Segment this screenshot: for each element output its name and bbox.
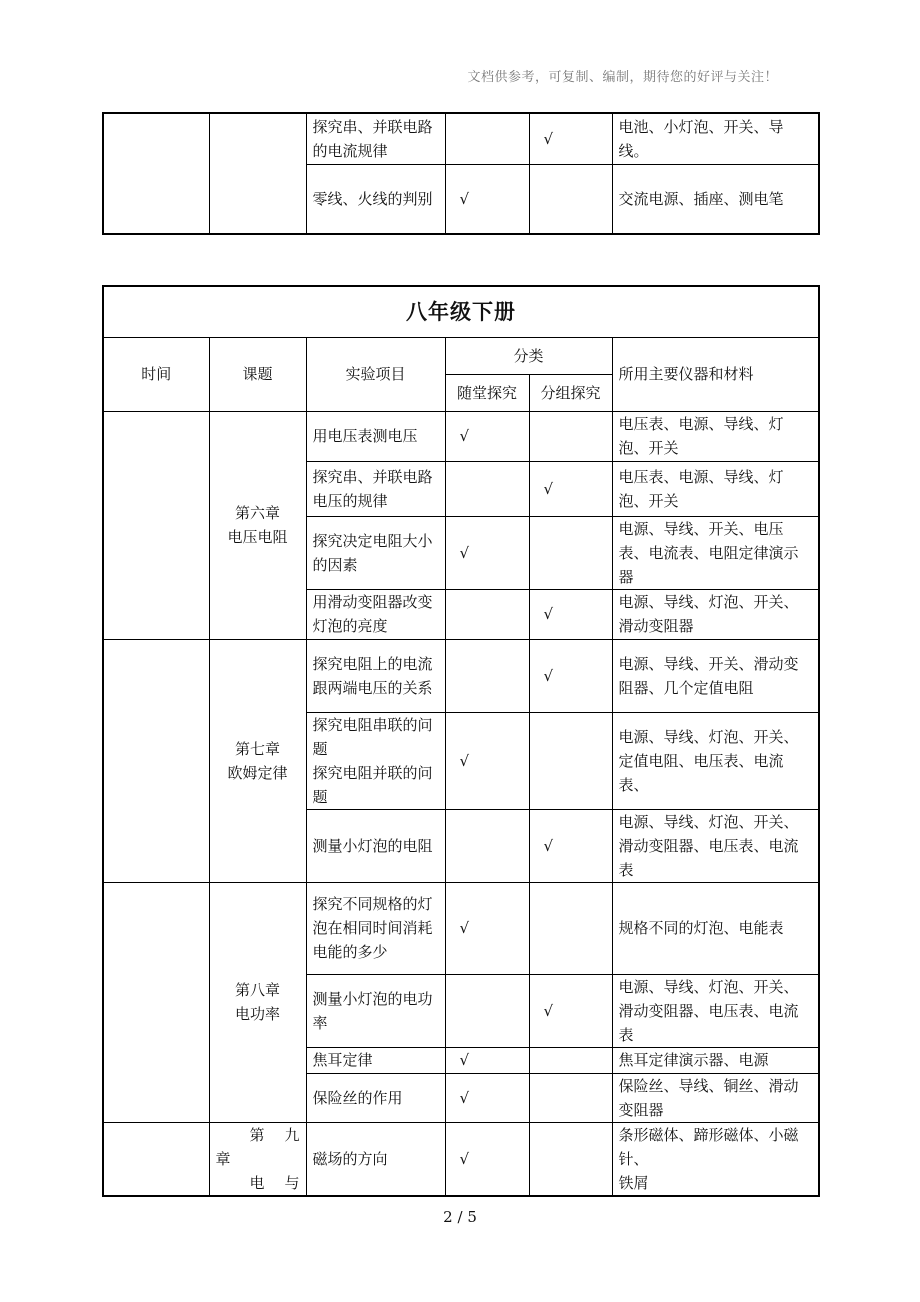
table-row xyxy=(103,411,819,461)
chapter-cell xyxy=(209,882,306,1122)
group-inquiry-mark: √ xyxy=(529,589,612,639)
class-inquiry-mark: √ xyxy=(445,882,529,974)
chapter-title: 电 与 xyxy=(249,1173,300,1192)
page-separator: / xyxy=(457,1208,463,1226)
item-cell: 探究串、并联电路的电流规律 xyxy=(306,113,445,164)
chapter-word: 章 xyxy=(215,1149,231,1168)
header-time: 时间 xyxy=(103,337,209,411)
table-row xyxy=(103,113,819,164)
class-inquiry-mark xyxy=(445,974,529,1047)
header-class-inquiry: 随堂探究 xyxy=(445,374,529,411)
group-inquiry-mark xyxy=(529,882,612,974)
item-cell: 探究决定电阻大小的因素 xyxy=(306,516,445,589)
materials-cell: 交流电源、插座、测电笔 xyxy=(612,164,819,234)
table-row xyxy=(103,882,819,974)
item-cell: 保险丝的作用 xyxy=(306,1073,445,1122)
group-inquiry-mark: √ xyxy=(529,974,612,1047)
item-cell: 焦耳定律 xyxy=(306,1047,445,1073)
materials-cell: 电源、导线、开关、滑动变阻器、几个定值电阻 xyxy=(612,639,819,712)
materials-cell: 焦耳定律演示器、电源 xyxy=(612,1047,819,1073)
chapter-cell xyxy=(209,411,306,639)
materials-line: 条形磁体、蹄形磁体、小磁针、 xyxy=(618,1125,799,1168)
group-inquiry-mark xyxy=(529,712,612,809)
class-inquiry-mark: √ xyxy=(445,516,529,589)
class-inquiry-mark xyxy=(445,639,529,712)
item-cell: 用电压表测电压 xyxy=(306,411,445,461)
header-category: 分类 xyxy=(445,337,612,374)
class-inquiry-mark xyxy=(445,461,529,516)
time-cell xyxy=(103,411,209,639)
group-inquiry-mark xyxy=(529,411,612,461)
chapter-title: 电功率 xyxy=(234,1005,280,1023)
item-cell: 测量小灯泡的电阻 xyxy=(306,809,445,882)
class-inquiry-mark: √ xyxy=(445,712,529,809)
group-inquiry-mark xyxy=(529,1122,612,1196)
materials-cell: 电源、导线、开关、电压表、电流表、电阻定律演示器 xyxy=(612,516,819,589)
materials-cell: 规格不同的灯泡、电能表 xyxy=(612,882,819,974)
group-inquiry-mark xyxy=(529,516,612,589)
table-row xyxy=(103,1122,819,1196)
title-row xyxy=(103,286,819,337)
item-line: 探究电阻串联的问题 xyxy=(312,715,433,758)
chapter-cell xyxy=(209,1122,306,1196)
materials-cell: 电源、导线、灯泡、开关、定值电阻、电压表、电流表、 xyxy=(612,712,819,809)
group-inquiry-mark xyxy=(529,1047,612,1073)
materials-cell: 电源、导线、灯泡、开关、滑动变阻器 xyxy=(612,589,819,639)
materials-cell: 电源、导线、灯泡、开关、滑动变阻器、电压表、电流表 xyxy=(612,974,819,1047)
chapter-title: 欧姆定律 xyxy=(227,763,288,782)
item-cell xyxy=(306,712,445,809)
grade8-vol2-table xyxy=(102,285,820,1197)
table-title: 八年级下册 xyxy=(103,286,819,337)
item-cell: 探究不同规格的灯泡在相同时间消耗电能的多少 xyxy=(306,882,445,974)
item-cell: 探究电阻上的电流跟两端电压的关系 xyxy=(306,639,445,712)
materials-cell xyxy=(612,1122,819,1196)
class-inquiry-mark: √ xyxy=(445,164,529,234)
table-row xyxy=(103,639,819,712)
materials-cell: 电池、小灯泡、开关、导线。 xyxy=(612,113,819,164)
chapter-number: 第六章 xyxy=(234,504,280,522)
group-inquiry-mark: √ xyxy=(529,461,612,516)
group-inquiry-mark xyxy=(529,1073,612,1122)
group-inquiry-mark: √ xyxy=(529,113,612,164)
chapter-number: 第八章 xyxy=(234,981,280,999)
chapter-title: 电压电阻 xyxy=(227,528,288,546)
chapter-number: 第七章 xyxy=(234,739,280,758)
time-cell xyxy=(103,113,209,234)
class-inquiry-mark: √ xyxy=(445,1047,529,1073)
item-cell: 测量小灯泡的电功率 xyxy=(306,974,445,1047)
materials-cell: 电源、导线、灯泡、开关、滑动变阻器、电压表、电流表 xyxy=(612,809,819,882)
chapter-number: 第 九 xyxy=(249,1125,300,1144)
class-inquiry-mark: √ xyxy=(445,411,529,461)
header-group-inquiry: 分组探究 xyxy=(529,374,612,411)
class-inquiry-mark xyxy=(445,589,529,639)
item-line: 探究电阻并联的问题 xyxy=(312,763,433,806)
chapter-cell xyxy=(209,639,306,882)
header-row xyxy=(103,337,819,374)
materials-line: 铁屑 xyxy=(618,1173,649,1192)
header-note: 文档供参考，可复制、编制，期待您的好评与关注！ xyxy=(467,70,778,85)
time-cell xyxy=(103,882,209,1122)
time-cell xyxy=(103,1122,209,1196)
header-item: 实验项目 xyxy=(306,337,445,411)
header-materials: 所用主要仪器和材料 xyxy=(612,337,819,411)
group-inquiry-mark xyxy=(529,164,612,234)
page-number xyxy=(0,1208,920,1226)
header-topic: 课题 xyxy=(209,337,306,411)
materials-cell: 保险丝、导线、铜丝、滑动变阻器 xyxy=(612,1073,819,1122)
class-inquiry-mark: √ xyxy=(445,1073,529,1122)
class-inquiry-mark: √ xyxy=(445,1122,529,1196)
item-cell: 探究串、并联电路电压的规律 xyxy=(306,461,445,516)
item-cell: 用滑动变阻器改变灯泡的亮度 xyxy=(306,589,445,639)
group-inquiry-mark: √ xyxy=(529,639,612,712)
item-cell: 磁场的方向 xyxy=(306,1122,445,1196)
continuation-table xyxy=(102,112,820,235)
total-pages: 5 xyxy=(467,1208,477,1226)
materials-cell: 电压表、电源、导线、灯泡、开关 xyxy=(612,411,819,461)
time-cell xyxy=(103,639,209,882)
topic-cell xyxy=(209,113,306,234)
class-inquiry-mark xyxy=(445,113,529,164)
group-inquiry-mark: √ xyxy=(529,809,612,882)
item-cell: 零线、火线的判别 xyxy=(306,164,445,234)
current-page: 2 xyxy=(443,1208,453,1226)
class-inquiry-mark xyxy=(445,809,529,882)
materials-cell: 电压表、电源、导线、灯泡、开关 xyxy=(612,461,819,516)
